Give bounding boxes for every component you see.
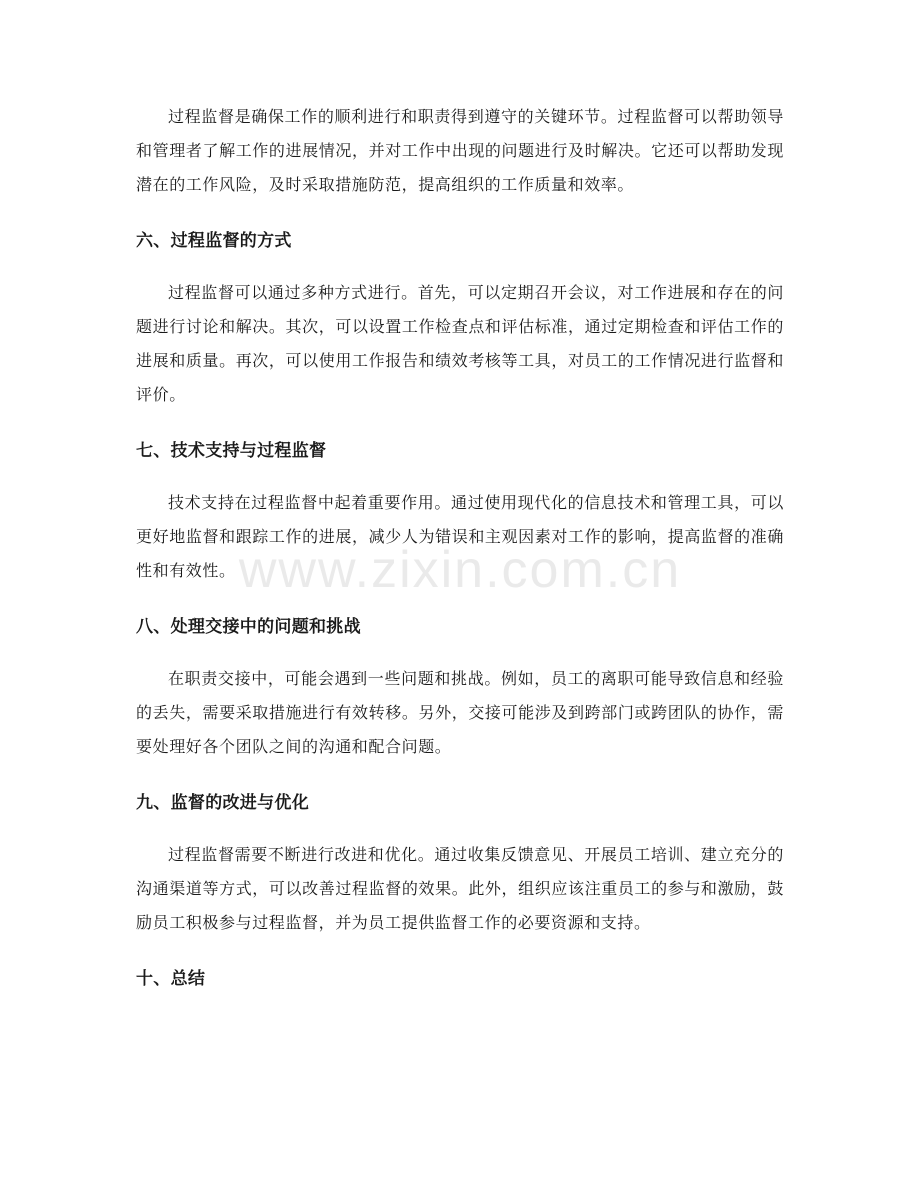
section-paragraph-6: 过程监督可以通过多种方式进行。首先，可以定期召开会议，对工作进展和存在的问题进行讨论和解决。其次，可以设置工作检查点和评估标准，通过定期检查和评估工作的进展和质量。再次，可以使用工作报告和绩效考核等工具，对员工的工作情况进行监督和评价。	[136, 283, 784, 404]
document-page	[136, 100, 784, 996]
section-heading-9: 九、监督的改进与优化	[136, 793, 309, 813]
watermark: www.zixin.com.cn	[238, 541, 682, 599]
section-paragraph-9: 过程监督需要不断进行改进和优化。通过收集反馈意见、开展员工培训、建立充分的沟通渠道等方式，可以改善过程监督的效果。此外，组织应该注重员工的参与和激励，鼓励员工积极参与过程监督，并为员工提供监督工作的必要资源和支持。	[136, 845, 784, 932]
section-heading-10: 十、总结	[136, 969, 206, 989]
section-paragraph-8: 在职责交接中，可能会遇到一些问题和挑战。例如，员工的离职可能导致信息和经验的丢失，需要采取措施进行有效转移。另外，交接可能涉及到跨部门或跨团队的协作，需要处理好各个团队之间的沟通和配合问题。	[136, 669, 784, 756]
section-heading-7: 七、技术支持与过程监督	[136, 441, 327, 461]
intro-paragraph: 过程监督是确保工作的顺利进行和职责得到遵守的关键环节。过程监督可以帮助领导和管理者了解工作的进展情况，并对工作中出现的问题进行及时解决。它还可以帮助发现潜在的工作风险，及时采取措施防范，提高组织的工作质量和效率。	[136, 107, 784, 194]
section-paragraph-7: 技术支持在过程监督中起着重要作用。通过使用现代化的信息技术和管理工具，可以更好地监督和跟踪工作的进展，减少人为错误和主观因素对工作的影响，提高监督的准确性和有效性。	[136, 493, 784, 580]
section-heading-8: 八、处理交接中的问题和挑战	[136, 617, 361, 637]
section-heading-6: 六、过程监督的方式	[136, 231, 292, 251]
